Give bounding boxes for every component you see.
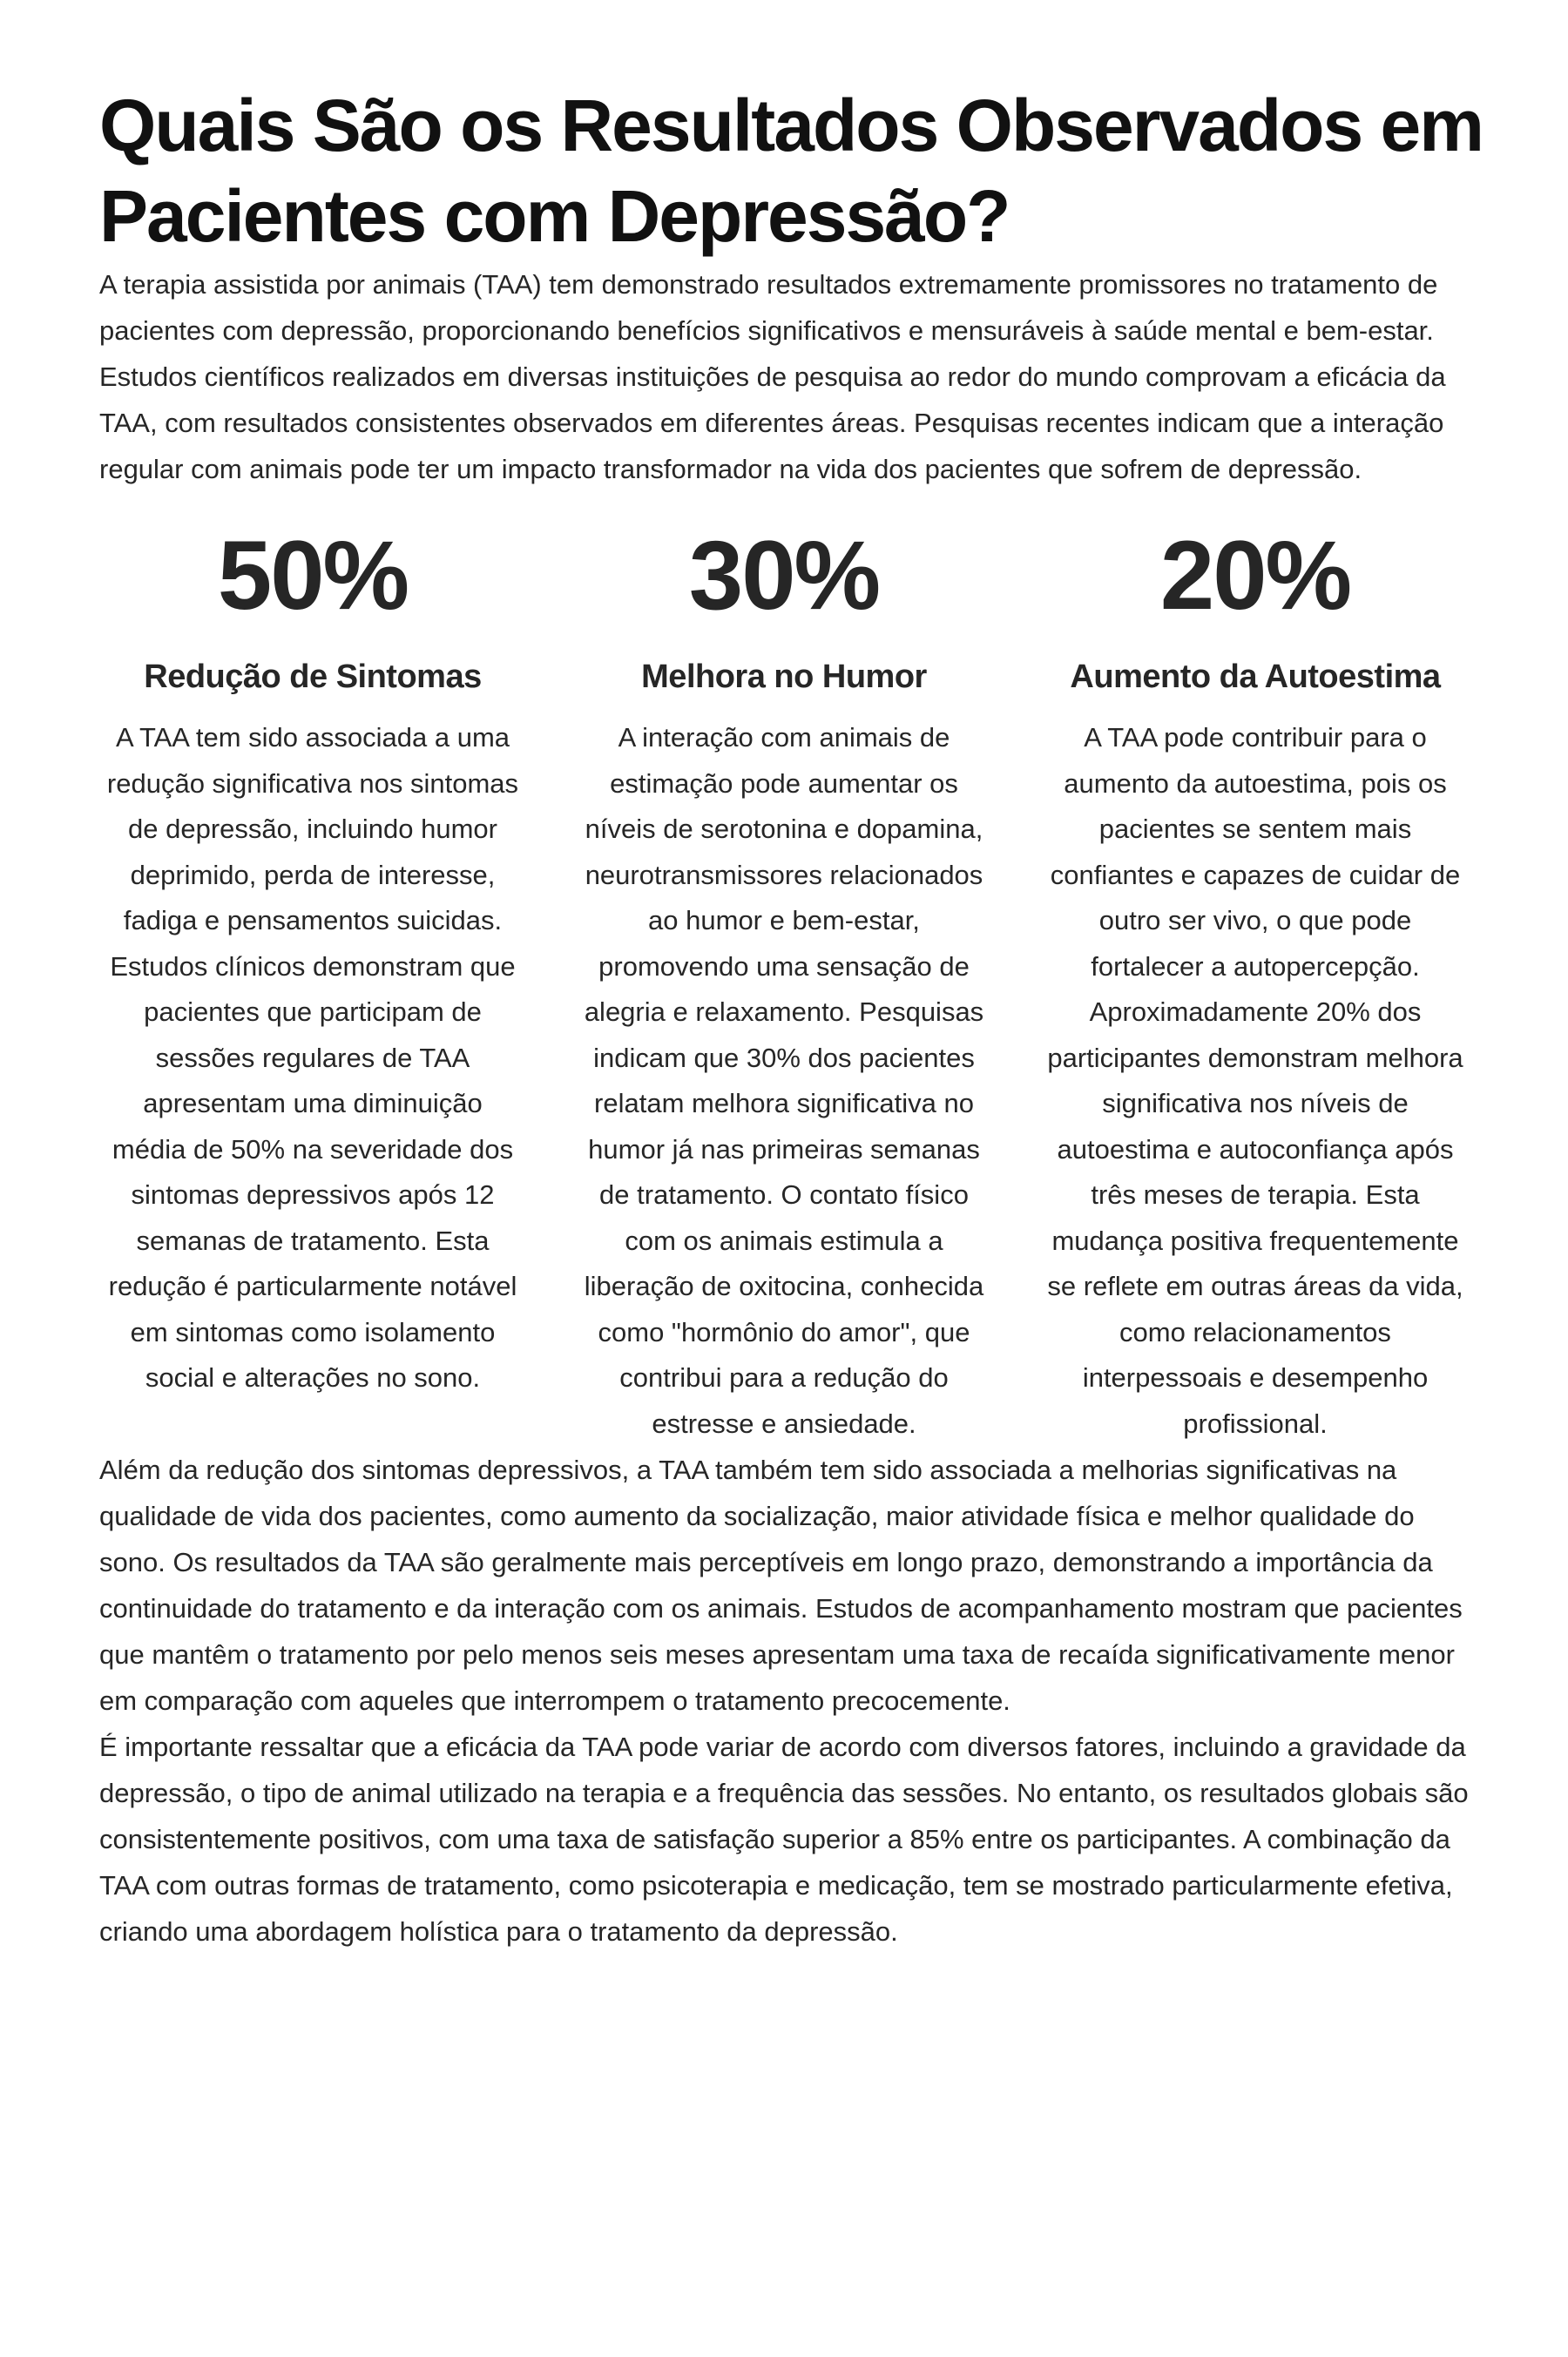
stat-value: 20% xyxy=(1159,521,1351,630)
stat-description: A TAA tem sido associada a uma redução significativa nos sintomas de depressão, incluindo humor deprimido, perda de interesse, fadiga e pensamentos suicidas. Estudos clínicos demonstram que pacientes que participam de sessões regulares de TAA apresentam uma diminuição média de 50% na severidade dos sintomas depressivos após 12 semanas de tratamento. Esta redução é particularmente notável em sintomas como isolamento social e alterações no sono. xyxy=(106,722,519,1393)
stat-heading: Aumento da Autoestima xyxy=(1070,658,1441,695)
stats-row xyxy=(99,517,1469,1447)
stat-description: A interação com animais de estimação pode aumentar os níveis de serotonina e dopamina, neurotransmissores relacionados ao humor e bem-estar, promovendo uma sensação de alegria e relaxamento. Pesquisas indicam que 30% dos pacientes relatam melhora significativa no humor já nas primeiras semanas de tratamento. O contato físico com os animais estimula a liberação de oxitocina, conhecida como "hormônio do amor", que contribui para a redução do estresse e ansiedade. xyxy=(584,722,984,1439)
stat-card-mood-improvement xyxy=(571,517,997,1447)
stat-description: A TAA pode contribuir para o aumento da autoestima, pois os pacientes se sentem mais confiantes e capazes de cuidar de outro ser vivo, o que pode fortalecer a autopercepção. Aproximadamente 20% dos participantes demonstram melhora significativa nos níveis de autoestima e autoconfiança após três meses de terapia. Esta mudança positiva frequentemente se reflete em outras áreas da vida, como relacionamentos interpessoais e desempenho profissional. xyxy=(1047,722,1463,1439)
stat-card-symptom-reduction xyxy=(99,517,526,1447)
body-paragraph-closing: É importante ressaltar que a eficácia da TAA pode variar de acordo com diversos fatores, incluindo a gravidade da depressão, o tipo de animal utilizado na terapia e a frequência das sessões. No entanto, os resultados globais são consistentemente positivos, com uma taxa de satisfação superior a 85% entre os participantes. A combinação da TAA com outras formas de tratamento, como psicoterapia e medicação, tem se mostrado particularmente efetiva, criando uma abordagem holística para o tratamento da depressão. xyxy=(99,1732,1469,1947)
stat-value: 30% xyxy=(688,521,880,630)
intro-paragraph: A terapia assistida por animais (TAA) tem demonstrado resultados extremamente promissores no tratamento de pacientes com depressão, proporcionando benefícios significativos e mensuráveis à saúde mental e bem-estar. Estudos científicos realizados em diversas instituições de pesquisa ao redor do mundo comprovam a eficácia da TAA, com resultados consistentes observados em diferentes áreas. Pesquisas recentes indicam que a interação regular com animais pode ter um impacto transformador na vida dos pacientes que sofrem de depressão. xyxy=(99,269,1446,484)
page-title: Quais São os Resultados Observados em Pacientes com Depressão? xyxy=(99,84,1483,257)
stat-heading: Melhora no Humor xyxy=(641,658,927,695)
stat-card-self-esteem xyxy=(1042,517,1469,1447)
stat-heading: Redução de Sintomas xyxy=(144,658,482,695)
stat-value: 50% xyxy=(217,521,409,630)
body-paragraph-after-stats: Além da redução dos sintomas depressivos, a TAA também tem sido associada a melhorias significativas na qualidade de vida dos pacientes, como aumento da socialização, maior atividade física e melhor qualidade do sono. Os resultados da TAA são geralmente mais perceptíveis em longo prazo, demonstrando a importância da continuidade do tratamento e da interação com os animais. Estudos de acompanhamento mostram que pacientes que mantêm o tratamento por pelo menos seis meses apresentam uma taxa de recaída significativamente menor em comparação com aqueles que interrompem o tratamento precocemente. xyxy=(99,1455,1463,1716)
